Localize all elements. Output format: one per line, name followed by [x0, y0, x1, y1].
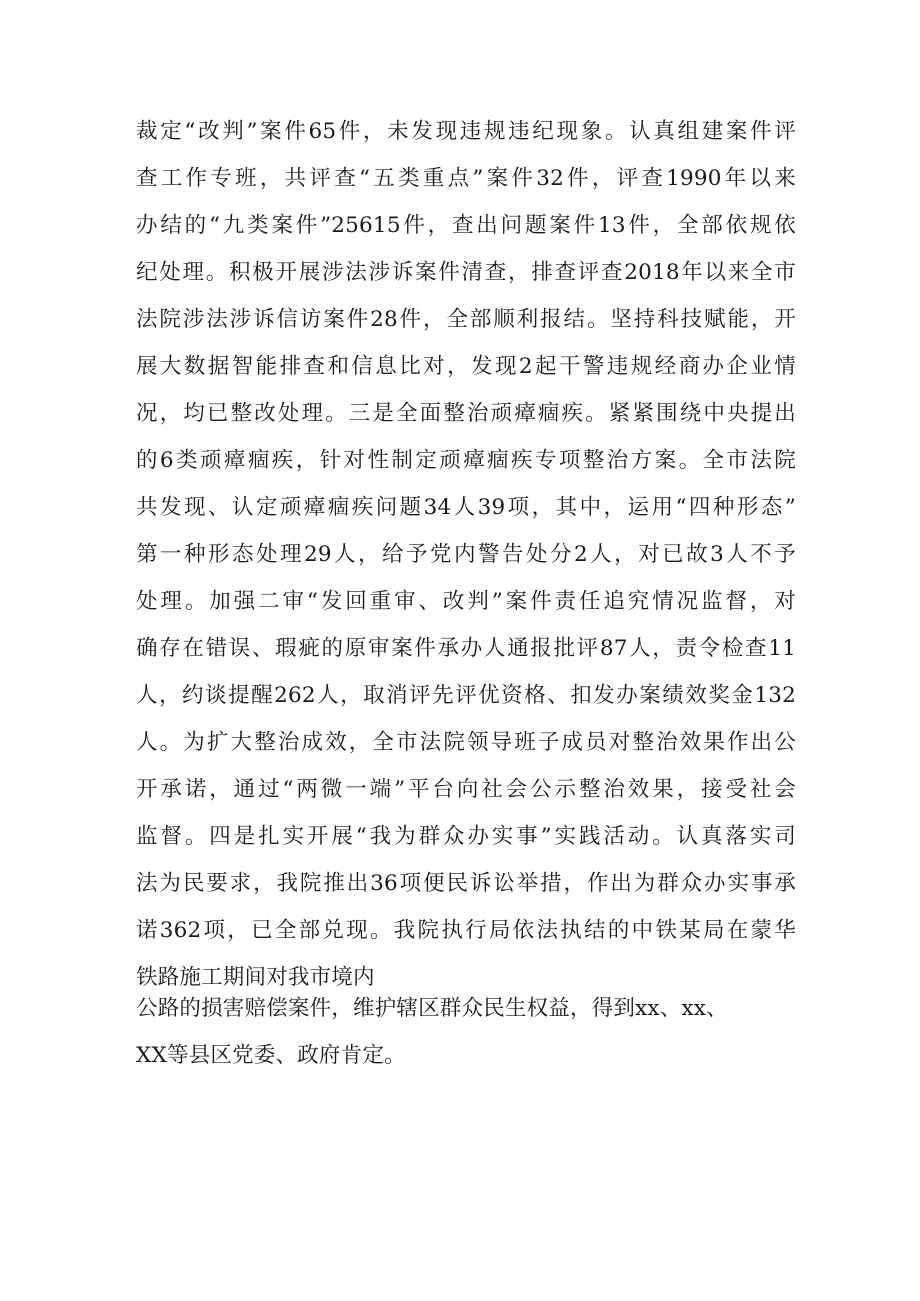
- body-text-line-1: 裁定“改判”案件65件，未发现违规违纪现象。认真组建案件评: [136, 119, 796, 144]
- body-text-line-14: 人。为扩大整治成效，全市法院领导班子成员对整治效果作出公: [136, 730, 796, 755]
- body-text-line-16: 监督。四是扎实开展“我为群众办实事”实践活动。认真落实司: [136, 824, 796, 849]
- body-text-line-10: 第一种形态处理29人，给予党内警告处分2人，对已故3人不予: [136, 542, 796, 567]
- body-text-line-18: 诺362项，已全部兑现。我院执行局依法执结的中铁某局在蒙华: [136, 918, 796, 943]
- body-text-line-4: 纪处理。积极开展涉法涉诉案件清查，排查评查2018年以来全市: [136, 260, 796, 285]
- body-text-line-19: 铁路施工期间对我市境内: [136, 965, 375, 990]
- body-text-line-15: 开承诺，通过“两微一端”平台向社会公示整治效果，接受社会: [136, 777, 796, 802]
- body-text-line-11: 处理。加强二审“发回重审、改判”案件责任追究情况监督，对: [136, 589, 796, 614]
- body-text-line-3: 办结的“九类案件”25615件，查出问题案件13件，全部依规依: [136, 213, 796, 238]
- body-text-line-12: 确存在错误、瑕疵的原审案件承办人通报批评87人，责令检查11: [136, 636, 796, 661]
- body-text-line-6: 展大数据智能排查和信息比对，发现2起干警违规经商办企业情: [136, 354, 796, 379]
- body-text-line-9: 共发现、认定顽瘴痼疾问题34人39项，其中，运用“四种形态”: [136, 495, 796, 520]
- body-text-line-8: 的6类顽瘴痼疾，针对性制定顽瘴痼疾专项整治方案。全市法院: [136, 448, 796, 473]
- body-text-line-17: 法为民要求，我院推出36项便民诉讼举措，作出为群众办实事承: [136, 871, 796, 896]
- body-text-line-7: 况，均已整改处理。三是全面整治顽瘴痼疾。紧紧围绕中央提出: [136, 401, 796, 426]
- body-text-line-20: 公路的损害赔偿案件，维护辖区群众民生权益，得到xx、xx、: [136, 996, 728, 1021]
- body-text-line-21: XX等县区党委、政府肯定。: [136, 1043, 406, 1068]
- body-text-line-5: 法院涉法涉诉信访案件28件，全部顺利报结。坚持科技赋能，开: [136, 307, 796, 332]
- body-text-line-13: 人，约谈提醒262人，取消评先评优资格、扣发办案绩效奖金132: [136, 683, 796, 708]
- body-text-line-2: 查工作专班，共评查“五类重点”案件32件，评查1990年以来: [136, 166, 796, 191]
